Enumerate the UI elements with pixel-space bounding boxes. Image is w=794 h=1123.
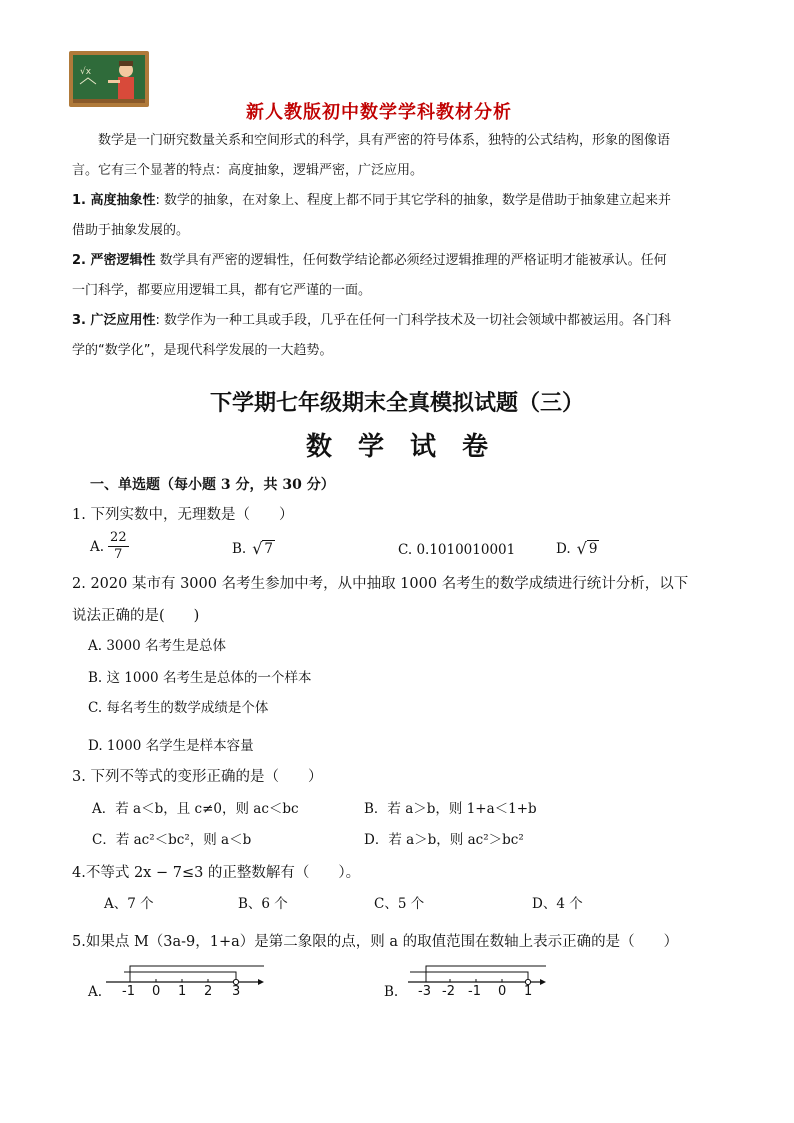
tick-label: -2 xyxy=(442,984,455,999)
point-label: 3. 广泛应用性 xyxy=(72,313,156,328)
square-root xyxy=(577,540,600,557)
point-text: : 数学的抽象，在对象上、程度上都不同于其它学科的抽象，数学是借助于抽象建立起来并 xyxy=(155,193,672,208)
point-text: 学的“数学化”，是现代科学发展的一大趋势。 xyxy=(72,343,333,358)
radical-sign-icon: √ xyxy=(252,539,263,558)
intro-paragraph xyxy=(72,126,722,366)
intro-line: 数学是一门研究数量关系和空间形式的科学，具有严密的符号体系，独特的公式结构，形象的图像语 xyxy=(98,133,671,148)
question-3-stem: 3. 下列不等式的变形正确的是（ ） xyxy=(72,769,323,785)
q2-option-c: C. 每名考生的数学成绩是个体 xyxy=(88,700,269,716)
tick-label: 1 xyxy=(524,984,533,999)
fraction xyxy=(108,530,129,563)
svg-text:√x: √x xyxy=(80,67,92,77)
point-1 xyxy=(72,186,722,216)
question-2-stem-line1: 2. 2020 某市有 3000 名考生参加中考，从中抽取 1000 名考生的数学成绩进行统计分析，以下 xyxy=(72,576,689,592)
tick-label: 1 xyxy=(178,984,187,999)
point-2 xyxy=(72,246,722,276)
point-label: 1. 高度抽象性 xyxy=(72,193,156,208)
q5-option-a-label: A. xyxy=(88,984,103,1000)
chalkboard-teacher-logo xyxy=(68,50,150,108)
q1-option-b xyxy=(232,540,275,557)
tick-label: 0 xyxy=(498,984,507,999)
q3-option-d: D．若 a＞b，则 ac²＞bc² xyxy=(364,832,524,848)
question-4-stem: 4.不等式 2x − 7≤3 的正整数解有（ ）。 xyxy=(72,865,361,881)
question-2-stem-line2: 说法正确的是( ) xyxy=(72,608,200,624)
denominator: 7 xyxy=(114,547,123,562)
radicand: 9 xyxy=(588,541,598,557)
numerator: 22 xyxy=(110,530,127,545)
square-root xyxy=(252,540,275,557)
point-text: : 数学作为一种工具或手段，几乎在任何一门科学技术及一切社会领域中都被运用。各门科 xyxy=(155,313,672,328)
option-label: A. xyxy=(90,538,105,555)
radical-sign-icon: √ xyxy=(576,539,587,558)
point-text: 一门科学，都要应用逻辑工具，都有它严谨的一面。 xyxy=(72,283,372,298)
intro-line: 言。它有三个显著的特点：高度抽象，逻辑严密，广泛应用。 xyxy=(72,163,424,178)
tick-label: -1 xyxy=(468,984,481,999)
section-heading: 一、单选题（每小题 3 分，共 30 分） xyxy=(90,477,335,493)
radicand: 7 xyxy=(264,541,274,557)
option-label: C. xyxy=(398,542,413,558)
question-1-stem: 1. 下列实数中，无理数是（ ） xyxy=(72,507,294,523)
option-text: 0.1010010001 xyxy=(416,542,516,558)
q2-option-b: B. 这 1000 名考生是总体的一个样本 xyxy=(88,670,312,686)
brand-title: 新人教版初中数学学科教材分析 xyxy=(246,102,512,123)
q4-option-d: D、4 个 xyxy=(532,896,583,912)
q1-option-d xyxy=(556,540,599,557)
q1-option-c xyxy=(398,542,515,558)
option-label: D. xyxy=(556,541,571,557)
q2-option-d: D. 1000 名学生是样本容量 xyxy=(88,738,254,754)
q3-option-b: B．若 a＞b，则 1+a＜1+b xyxy=(364,801,537,817)
tick-label: -1 xyxy=(122,984,135,999)
tick-label: 3 xyxy=(232,984,241,999)
q2-option-a: A. 3000 名考生是总体 xyxy=(88,638,226,654)
point-3 xyxy=(72,306,722,336)
option-label: B. xyxy=(232,541,247,557)
exam-title: 下学期七年级期末全真模拟试题（三） xyxy=(209,390,584,416)
question-5-stem: 5.如果点 M（3a-9，1+a）是第二象限的点，则 a 的取值范围在数轴上表示正确的是（ ） xyxy=(72,934,679,950)
subject-title: 数学试卷 xyxy=(305,432,514,462)
q4-option-b: B、6 个 xyxy=(238,896,288,912)
q4-option-c: C、5 个 xyxy=(374,896,425,912)
q3-option-c: C．若 ac²＜bc²，则 a＜b xyxy=(92,832,252,848)
tick-label: 0 xyxy=(152,984,161,999)
q1-option-a xyxy=(90,530,129,563)
q5-option-b-label: B. xyxy=(384,984,399,1000)
point-text: 数学具有严密的逻辑性，任何数学结论都必须经过逻辑推理的严格证明才能被承认。任何 xyxy=(155,253,667,268)
q4-option-a: A、7 个 xyxy=(104,896,154,912)
tick-label: -3 xyxy=(418,984,431,999)
tick-label: 2 xyxy=(204,984,213,999)
point-text: 借助于抽象发展的。 xyxy=(72,223,190,238)
point-label: 2. 严密逻辑性 xyxy=(72,253,156,268)
q3-option-a: A．若 a＜b，且 c≠0，则 ac＜bc xyxy=(92,801,299,817)
